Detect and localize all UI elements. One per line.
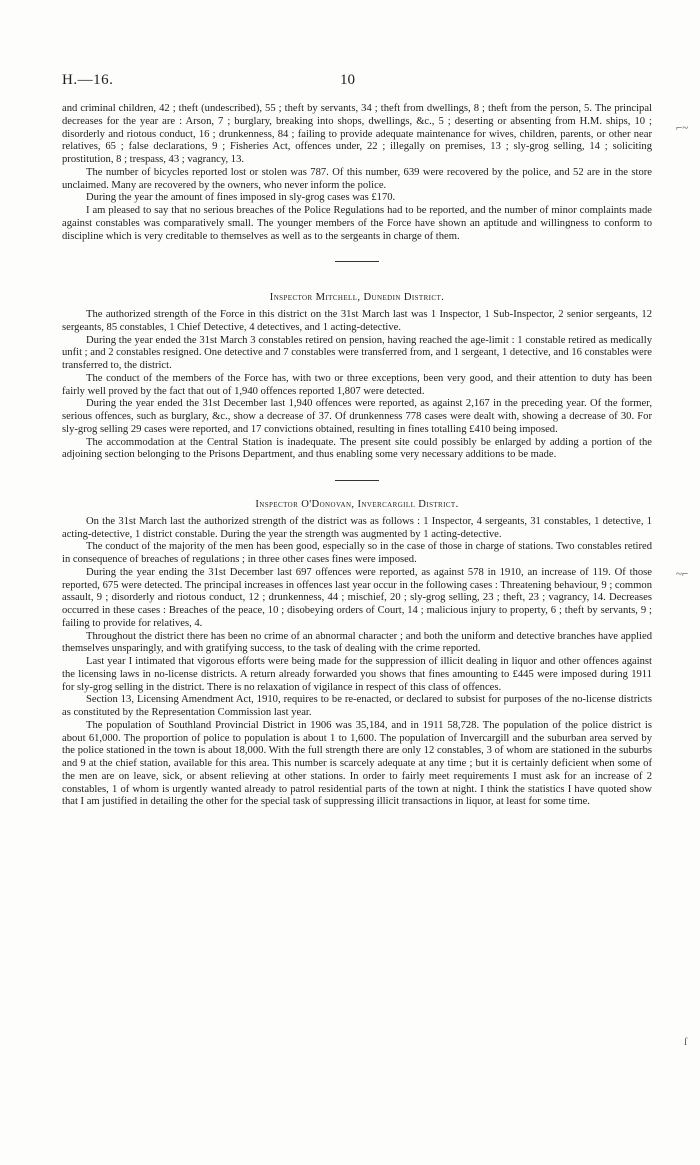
document-reference: H.—16. bbox=[62, 72, 114, 88]
margin-mark: ~⌐ bbox=[676, 568, 689, 580]
dunedin-paragraph: The authorized strength of the Force in this district on the 31st March last was 1 Inspector, 1 Sub-Inspector, 2 senior sergeants, 12 sergeants, 85 constables, 1 Chief Detective, 4 detectives, and 1 acting-detective. bbox=[62, 309, 652, 333]
page-body bbox=[62, 103, 652, 809]
dunedin-paragraph: The accommodation at the Central Station is inadequate. The present site could possibly be enlarged by adding a portion of the adjoining section belonging to the Prisons Department, and thus enabling some very necessary additions to be made. bbox=[62, 436, 652, 461]
margin-mark: ſ bbox=[684, 1036, 688, 1048]
dunedin-paragraph: The conduct of the members of the Force has, with two or three exceptions, been very good, and their attention to duty has been fairly well proved by the fact that out of 1,940 offences reported 1,807 were detected. bbox=[62, 372, 652, 397]
invercargill-section-title: Inspector O'Donovan, Invercargill District. bbox=[255, 499, 459, 510]
dunedin-section-title: Inspector Mitchell, Dunedin District. bbox=[269, 292, 445, 304]
dunedin-paragraph: During the year ended the 31st December last 1,940 offences were reported, as against 2,167 in the preceding year. Of the former, serious offences, such as burglary, &c., show a decrease of 37. Of drunkenness 778 cases were dealt with, showing a decrease of 30. For sly-grog selling 29 cases were reported, and 17 convictions obtained, resulting in fines totalling £410 being imposed. bbox=[62, 398, 652, 435]
dunedin-paragraph: During the year ended the 31st March 3 constables retired on pension, having reached the age-limit : 1 constable retired as medically unfit ; and 2 constables resigned. One detective and 7 constables were transferred from, and 1 sergeant, 1 detective, and 16 constables were transferred to, the district. bbox=[62, 334, 652, 371]
section-divider bbox=[335, 261, 379, 262]
invercargill-paragraph: On the 31st March last the authorized strength of the district was as follows : 1 Inspector, 4 sergeants, 31 constables, 1 detective, 1 acting-detective, 1 district constable. During the year the strength was augmented by 1 acting-detective. bbox=[62, 515, 652, 540]
intro-paragraph: and criminal children, 42 ; theft (undescribed), 55 ; theft by servants, 34 ; theft from dwellings, 8 ; theft from the person, 5. The principal decreases for the year are : Arson, 7 ; burglary, breaking into shops, dwellings, &c., 5 ; deserting or absenting from H.M. ships, 10 ; disorderly and riotous conduct, 16 ; drunkenness, 84 ; failing to provide adequate maintenance for wives, children, parents, or other near relatives, 65 ; false declarations, 9 ; Fisheries Act, offences under, 22 ; illegally on premises, 13 ; sly-grog selling, 14 ; soliciting prostitution, 8 ; trespass, 43 ; vagrancy, 13. bbox=[62, 103, 652, 165]
invercargill-paragraph: Throughout the district there has been no crime of an abnormal character ; and both the uniform and detective branches have applied themselves unsparingly, and with gratifying success, to the task of dealing with the crime reported. bbox=[62, 630, 652, 655]
invercargill-paragraph: The population of Southland Provincial District in 1906 was 35,184, and in 1911 58,728. The population of the police district is about 61,000. The proportion of police to population is about 1 to 1,600. The population of Invercargill and the suburban area served by the police stationed in the town is about 18,000. With the full strength there are only 12 constables, 3 of whom are stationed in the suburbs and 9 at the chief station, available for this area. This number is scarcely adequate at any time ; but it is certainly deficient when some of the men are on leave, sick, or absent relieving at other stations. In order to fairly meet requirements I must ask for an increase of 2 constables, 1 of whom is urgently wanted already to patrol residential parts of the town at night. I think the statistics I have quoted show that I am justified in detailing the other for the special task of suppressing illicit transactions in liquor, at least for some time. bbox=[62, 719, 652, 808]
intro-paragraph: I am pleased to say that no serious breaches of the Police Regulations had to be reported, and the number of minor complaints made against constables was comparatively small. The younger members of the Force have shown an aptitude and willingness to conform to discipline which is very creditable to themselves as well as to the sergeants in charge of them. bbox=[62, 205, 652, 242]
margin-mark: ⌐~ bbox=[676, 122, 689, 134]
invercargill-paragraph: During the year ending the 31st December last 697 offences were reported, as against 578 in 1910, an increase of 119. Of those reported, 675 were detected. The principal increases in offences last year occur in the following cases : Threatening behaviour, 9 ; common assault, 9 ; disorderly and riotous conduct, 12 ; drunkenness, 44 ; mischief, 20 ; sly-grog selling, 23 ; theft, 23 ; vagrancy, 14. Decreases occurred in these cases : Breaches of the peace, 10 ; disobeying orders of Court, 14 ; malicious injury to property, 6 ; theft by servants, 9 ; failing to provide for relatives, 4. bbox=[62, 566, 652, 629]
invercargill-paragraph: Last year I intimated that vigorous efforts were being made for the suppression of illicit dealing in liquor and other offences against the licensing laws in no-license districts. A return already forwarded you shows that fines amounting to £445 were imposed during 1911 for sly-grog selling in the district. There is no relaxation of vigilance in respect of this class of offences. bbox=[62, 656, 652, 693]
page-header bbox=[62, 72, 658, 92]
intro-paragraph: The number of bicycles reported lost or stolen was 787. Of this number, 639 were recovered by the police, and 52 are in the store unclaimed. Many are recovered by the owners, who never inform the police. bbox=[62, 166, 652, 191]
invercargill-paragraph: The conduct of the majority of the men has been good, especially so in the case of those in charge of stations. Two constables retired in consequence of breaches of regulations ; in three other cases fines were imposed. bbox=[62, 541, 652, 565]
invercargill-paragraph: Section 13, Licensing Amendment Act, 1910, requires to be re-enacted, or declared to subsist for purposes of the no-license districts as constituted by the Representation Commission last year. bbox=[62, 694, 652, 718]
section-divider bbox=[335, 480, 379, 481]
intro-paragraph: During the year the amount of fines imposed in sly-grog cases was £170. bbox=[86, 192, 396, 204]
page-number: 10 bbox=[340, 72, 355, 88]
